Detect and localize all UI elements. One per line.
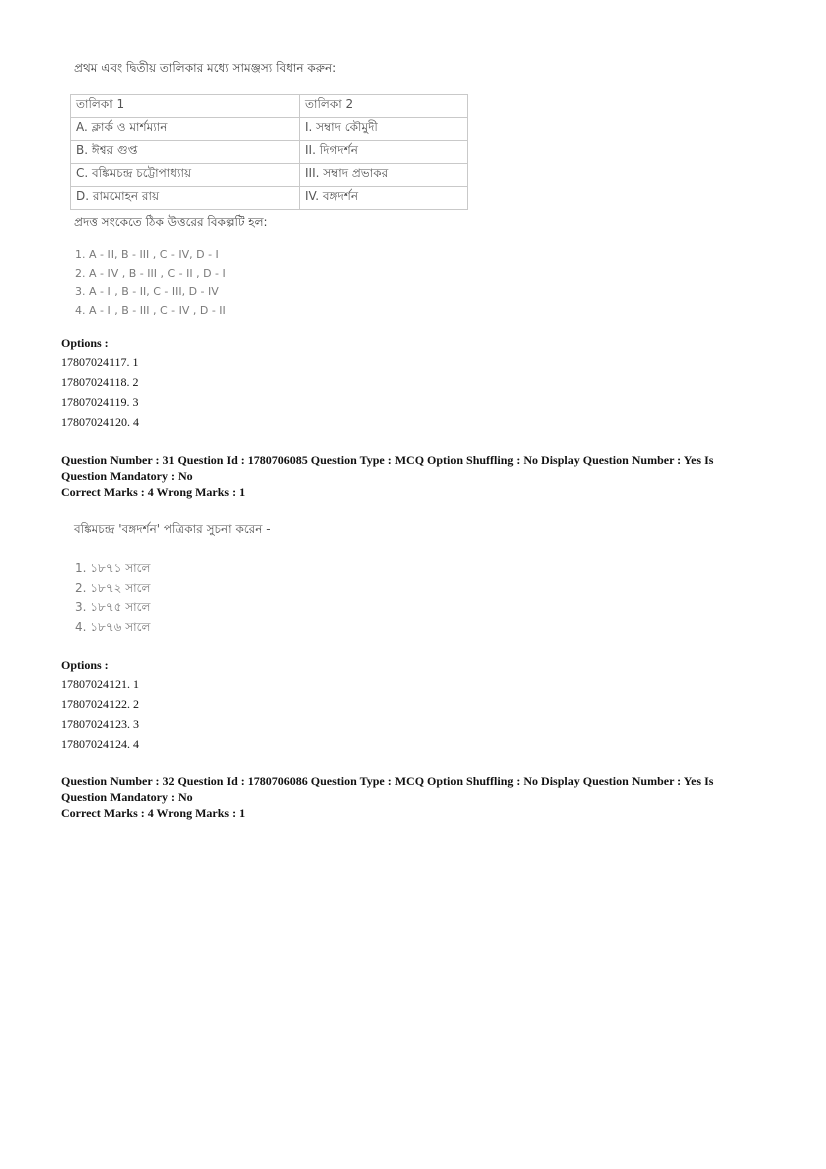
table-cell: A. ক্লার্ক ও মার্শম্যান xyxy=(71,118,300,141)
choice-item: 4. A - I , B - III , C - IV , D - II xyxy=(75,303,226,317)
option-list xyxy=(61,676,139,756)
question-meta-line: Question Mandatory : No xyxy=(61,790,193,804)
table-header-row xyxy=(71,95,468,118)
table-cell: C. বঙ্কিমচন্দ্র চট্টোপাধ্যায় xyxy=(71,164,300,187)
option-item: 17807024124. 4 xyxy=(61,737,139,751)
choice-list xyxy=(75,246,476,320)
option-item: 17807024123. 3 xyxy=(61,717,139,731)
question-meta xyxy=(61,773,761,805)
table-cell: D. রামমোহন রায় xyxy=(71,187,300,210)
table-header-cell: তালিকা 1 xyxy=(71,95,300,118)
question-meta xyxy=(61,452,761,484)
table-cell: I. সম্বাদ কৌমুদী xyxy=(300,118,468,141)
choice-item: 4. ১৮৭৬ সালে xyxy=(75,620,151,635)
choice-list xyxy=(75,559,366,638)
matching-table xyxy=(70,94,468,210)
table-cell: IV. বঙ্গদর্শন xyxy=(300,187,468,210)
option-item: 17807024121. 1 xyxy=(61,677,139,691)
choice-item: 2. A - IV , B - III , C - II , D - I xyxy=(75,266,226,280)
question-marks: Correct Marks : 4 Wrong Marks : 1 xyxy=(61,485,246,499)
question-30-image xyxy=(66,60,476,320)
options-label: Options : xyxy=(61,658,109,672)
table-header-cell: তালিকা 2 xyxy=(300,95,468,118)
option-item: 17807024118. 2 xyxy=(61,375,139,389)
table-cell: II. দিগদর্শন xyxy=(300,141,468,164)
choice-item: 3. ১৮৭৫ সালে xyxy=(75,600,151,615)
option-item: 17807024119. 3 xyxy=(61,395,139,409)
option-item: 17807024117. 1 xyxy=(61,355,139,369)
option-item: 17807024120. 4 xyxy=(61,415,139,429)
choice-item: 2. ১৮৭২ সালে xyxy=(75,580,151,595)
table-row xyxy=(71,164,468,187)
table-cell: III. সম্বাদ প্রভাকর xyxy=(300,164,468,187)
option-item: 17807024122. 2 xyxy=(61,697,139,711)
table-row xyxy=(71,141,468,164)
question-meta-line: Question Number : 31 Question Id : 1780706085 Question Type : MCQ Option Shuffling : No Display Question Number : Yes Is xyxy=(61,453,714,467)
choice-item: 3. A - I , B - II, C - III, D - IV xyxy=(75,285,219,299)
question-meta-line: Question Mandatory : No xyxy=(61,469,193,483)
option-list xyxy=(61,354,139,434)
options-label: Options : xyxy=(61,336,109,350)
table-row xyxy=(71,118,468,141)
question-meta-line: Question Number : 32 Question Id : 1780706086 Question Type : MCQ Option Shuffling : No Display Question Number : Yes Is xyxy=(61,774,714,788)
question-31-image xyxy=(66,521,366,638)
table-row xyxy=(71,187,468,210)
question-marks: Correct Marks : 4 Wrong Marks : 1 xyxy=(61,806,246,820)
question-text: বঙ্কিমচন্দ্র 'বঙ্গদর্শন' পত্রিকার সুচনা করেন - xyxy=(74,522,271,536)
table-cell: B. ঈশ্বর গুপ্ত xyxy=(71,141,300,164)
question-instruction: প্রথম এবং দ্বিতীয় তালিকার মধ্যে সামঞ্জস্য বিধান করুন: xyxy=(74,61,337,75)
choice-item: 1. A - II, B - III , C - IV, D - I xyxy=(75,248,219,261)
question-prompt: প্রদত্ত সংকেতে ঠিক উত্তরের বিকল্পটি হল: xyxy=(74,215,268,229)
choice-item: 1. ১৮৭১ সালে xyxy=(75,561,151,575)
